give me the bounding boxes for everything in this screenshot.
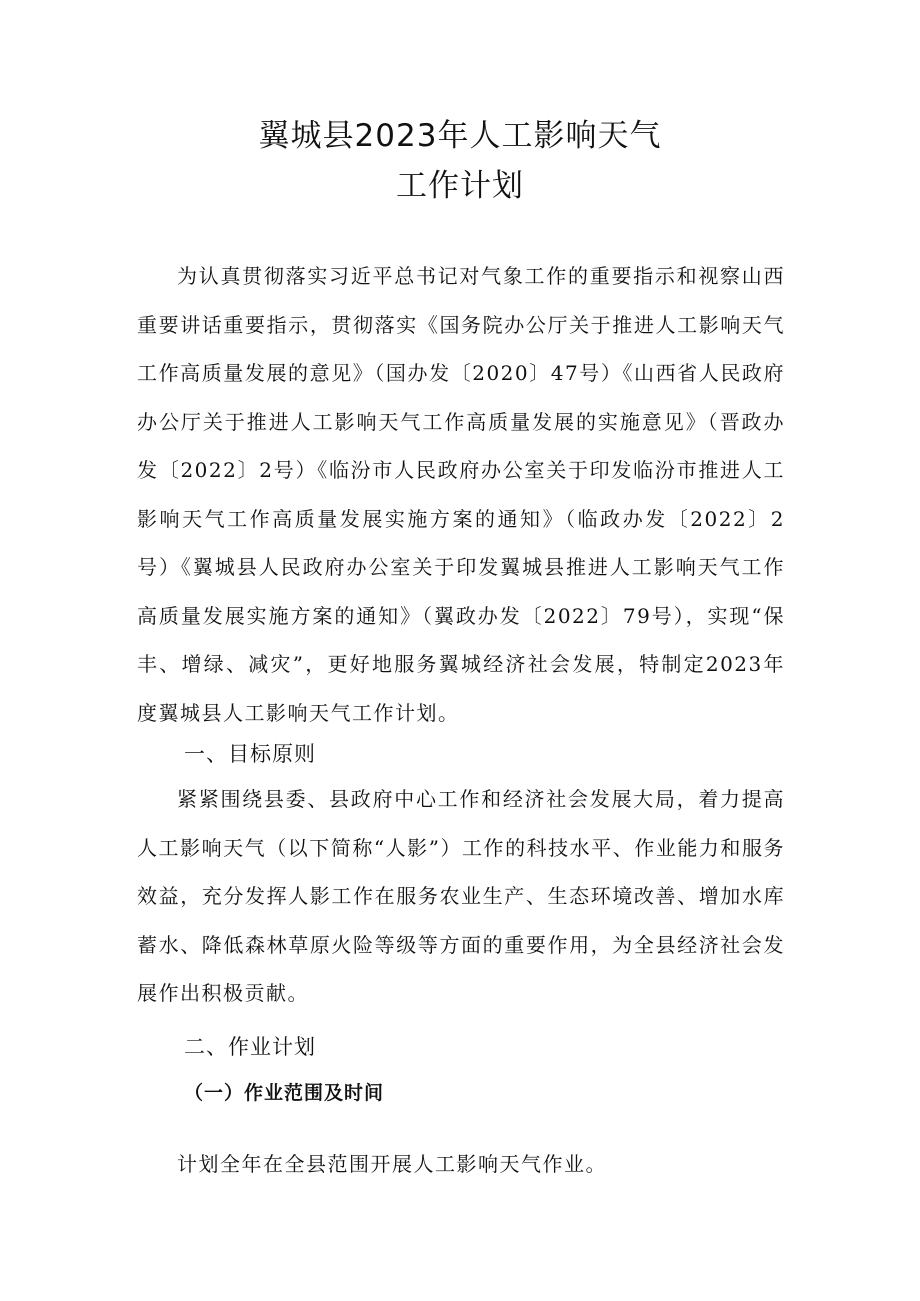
subsection-heading-scope-time: （一）作业范围及时间 xyxy=(184,1082,385,1104)
document-title-line-1: 翼城县2023年人工影响天气 xyxy=(258,118,662,154)
document-title-line-2: 工作计划 xyxy=(396,168,524,204)
goals-paragraph: 紧紧围绕县委、县政府中心工作和经济社会发展大局，着力提高人工影响天气（以下简称“人影”）工作的科技水平、作业能力和服务效益，充分发挥人影工作在服务农业生产、生态环境改善、增加水库蓄水、降低森林草原火险等级等方面的重要作用，为全县经济社会发展作出积极贡献。 xyxy=(137,787,785,1005)
intro-paragraph: 为认真贯彻落实习近平总书记对气象工作的重要指示和视察山西重要讲话重要指示，贯彻落实《国务院办公厅关于推进人工影响天气工作高质量发展的意见》（国办发〔2020〕47号）《山西省人民政府办公厅关于推进人工影响天气工作高质量发展的实施意见》（晋政办发〔2022〕2号）《临汾市人民政府办公室关于印发临汾市推进人工影响天气工作高质量发展实施方案的通知》（临政办发〔2022〕2号）《翼城县人民政府办公室关于印发翼城县推进人工影响天气工作高质量发展实施方案的通知》（翼政办发〔2022〕79号），实现“保丰、增绿、减灾”，更好地服务翼城经济社会发展，特制定2023年度翼城县人工影响天气工作计划。 xyxy=(137,264,785,725)
section-heading-operation-plan: 二、作业计划 xyxy=(184,1035,316,1059)
operation-plan-paragraph: 计划全年在全县范围开展人工影响天气作业。 xyxy=(177,1152,607,1176)
section-heading-goals: 一、目标原则 xyxy=(184,742,316,766)
